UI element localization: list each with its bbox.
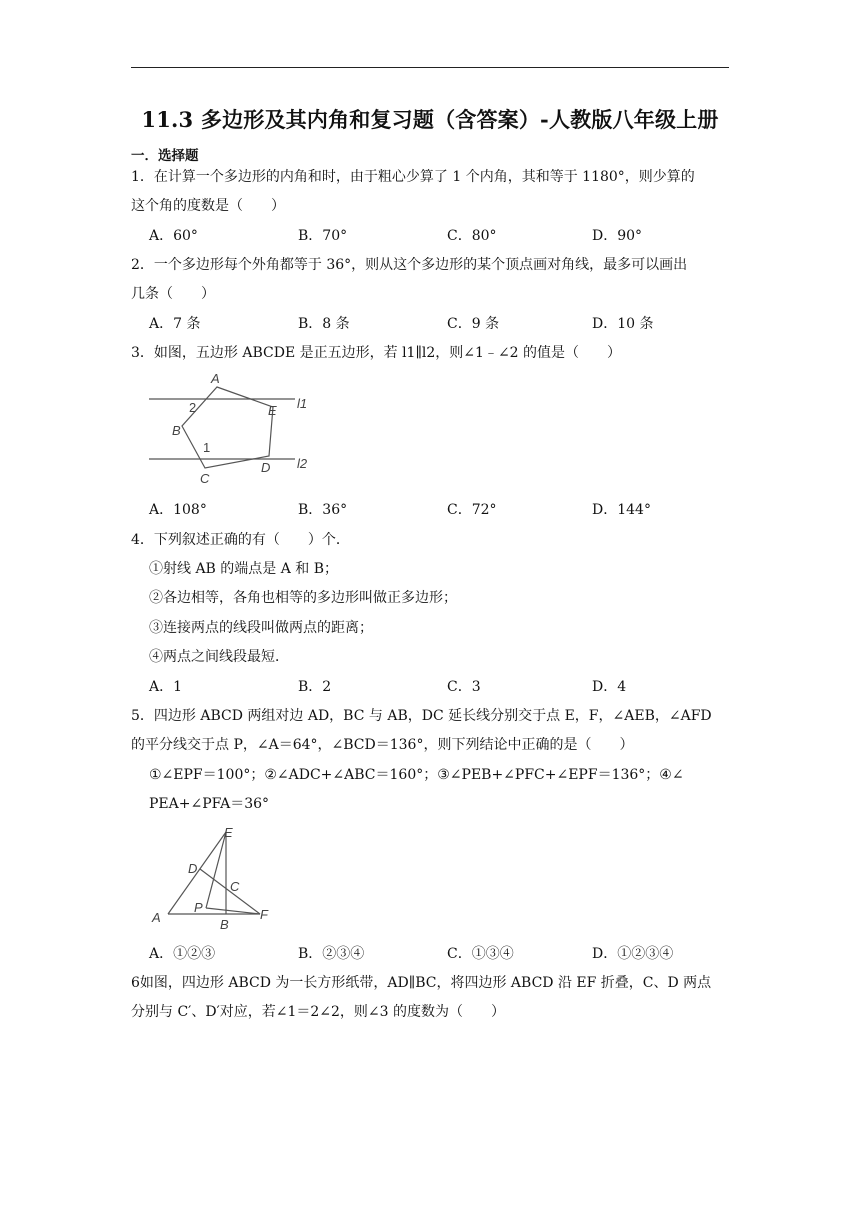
label-l2: l2 xyxy=(297,456,308,471)
quadrilateral-figure xyxy=(148,824,278,936)
question-4-statement-2: ②各边相等，各角也相等的多边形叫做正多边形； xyxy=(149,590,457,606)
label-e: E xyxy=(268,403,277,418)
label-b: B xyxy=(220,917,229,932)
label-e: E xyxy=(224,825,233,840)
pentagon-figure xyxy=(145,370,320,492)
label-b: B xyxy=(172,423,181,438)
question-4-statement-3: ③连接两点的线段叫做两点的距离； xyxy=(149,620,373,636)
question-5-option-c: C．①③④ xyxy=(447,946,514,962)
question-5-line-2: 的平分线交于点 P，∠A＝64°，∠BCD＝136°，则下列结论中正确的是（ ） xyxy=(131,737,634,753)
question-4-option-b: B．2 xyxy=(298,679,332,695)
segment-ep xyxy=(206,832,226,908)
question-4-option-c: C．3 xyxy=(447,679,481,695)
question-5-line-4: PEA+∠PFA＝36° xyxy=(149,796,270,812)
question-3-option-c: C．72° xyxy=(447,502,497,518)
label-c: C xyxy=(230,879,240,894)
question-5-line-3: ①∠EPF＝100°；②∠ADC+∠ABC＝160°；③∠PEB+∠PFC+∠EPF＝136°；④∠ xyxy=(149,767,684,783)
question-1-option-a: A．60° xyxy=(149,228,198,244)
label-d: D xyxy=(188,861,198,876)
question-3-option-b: B．36° xyxy=(298,502,348,518)
section-heading: 一．选择题 xyxy=(131,148,199,164)
label-f: F xyxy=(260,907,268,922)
question-5-line-1: 5．四边形 ABCD 两组对边 AD，BC 与 AB，DC 延长线分别交于点 E，F，∠AEB，∠AFD xyxy=(131,708,712,724)
question-5-option-b: B．②③④ xyxy=(298,946,365,962)
question-4-line-1: 4．下列叙述正确的有（ ）个． xyxy=(131,532,350,548)
question-1-option-d: D．90° xyxy=(592,228,643,244)
label-a: A xyxy=(211,371,220,386)
question-3-option-a: A．108° xyxy=(149,502,207,518)
label-l1: l1 xyxy=(297,396,308,411)
question-5-option-a: A．①②③ xyxy=(149,946,216,962)
question-5-option-d: D．①②③④ xyxy=(592,946,674,962)
question-4-option-d: D．4 xyxy=(592,679,627,695)
label-a: A xyxy=(152,910,161,925)
question-3-option-d: D．144° xyxy=(592,502,651,518)
question-3-line-1: 3．如图，五边形 ABCDE 是正五边形，若 l1∥l2，则∠1﹣∠2 的值是（ ） xyxy=(131,345,622,361)
question-2-line-1: 2．一个多边形每个外角都等于 36°，则从这个多边形的某个顶点画对角线，最多可以画出 xyxy=(131,257,688,273)
question-1-line-2: 这个角的度数是（ ） xyxy=(131,198,285,214)
question-1-option-b: B．70° xyxy=(298,228,348,244)
segment-pf xyxy=(206,908,260,914)
question-2-option-b: B．8 条 xyxy=(298,316,350,332)
question-6-line-1: 6如图，四边形 ABCD 为一长方形纸带，AD∥BC，将四边形 ABCD 沿 EF 折叠，C、D 两点 xyxy=(131,975,712,991)
page-title: 11.3 多边形及其内角和复习题（含答案）-人教版八年级上册 xyxy=(141,107,719,132)
question-1-option-c: C．80° xyxy=(447,228,497,244)
question-6-line-2: 分别与 C′、D′对应，若∠1＝2∠2，则∠3 的度数为（ ） xyxy=(131,1004,506,1020)
label-d: D xyxy=(261,460,271,475)
question-4-option-a: A．1 xyxy=(149,679,183,695)
header-rule xyxy=(131,67,729,68)
question-4-statement-4: ④两点之间线段最短． xyxy=(149,649,289,665)
label-c: C xyxy=(200,471,210,486)
question-2-option-a: A．7 条 xyxy=(149,316,201,332)
question-2-line-2: 几条（ ） xyxy=(131,286,215,302)
label-angle-1: 1 xyxy=(203,440,211,455)
question-4-statement-1: ①射线 AB 的端点是 A 和 B； xyxy=(149,561,339,577)
label-angle-2: 2 xyxy=(189,400,197,415)
label-p: P xyxy=(194,900,203,915)
question-2-option-d: D．10 条 xyxy=(592,316,654,332)
question-1-line-1: 1．在计算一个多边形的内角和时，由于粗心少算了 1 个内角，其和等于 1180°，则少算的 xyxy=(131,169,695,185)
question-2-option-c: C．9 条 xyxy=(447,316,500,332)
